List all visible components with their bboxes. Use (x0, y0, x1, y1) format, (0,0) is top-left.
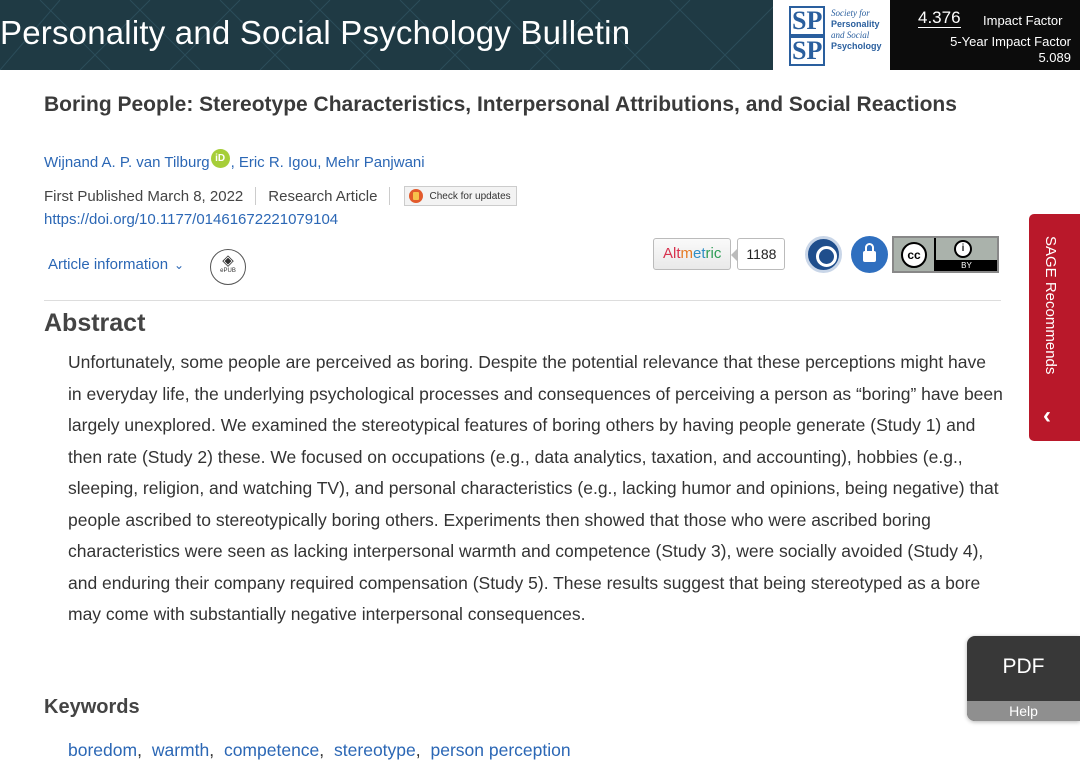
impact-factor-value[interactable]: 4.376 (918, 8, 961, 27)
spsp-logo[interactable] (773, 0, 890, 70)
pdf-button[interactable]: PDF (1002, 655, 1045, 678)
choice-badge-icon[interactable] (805, 236, 842, 273)
keyword-link[interactable]: person perception (430, 740, 571, 760)
keyword-link[interactable]: stereotype (334, 740, 416, 760)
altmetric-badge[interactable] (653, 238, 785, 270)
attribution-icon: i (954, 240, 972, 258)
pdf-widget (967, 636, 1080, 721)
abstract-text: Unfortunately, some people are perceived as boring. Despite the potential relevance that these perceptions might have in everyday life, the underlying psychological processes and consequences of perceiving a person as “boring” have been largely unexplored. We examined the stereotypical features of boring others by having people generate (Study 1) and then rate (Study 2) these. We focused on occupations (e.g., data analytics, taxation, and accounting), hobbies (e.g., sleeping, religion, and watching TV), and personal characteristics (e.g., lacking humor and opinions, being negative) that people ascribed to stereotypically boring others. Experiments then showed that those who were ascribed boring characteristics were seen as lacking interpersonal warmth and competence (Study 3), were socially avoided (Study 4), and enduring their company required compensation (Study 5). These results suggest that being stereotyped as a bore may come with substantially negative interpersonal consequences. (68, 352, 1003, 624)
open-access-icon[interactable] (851, 236, 888, 273)
impact-factor-box (890, 0, 1080, 70)
check-for-updates-button[interactable] (404, 186, 516, 206)
article-information-label: Article information (48, 256, 169, 273)
five-year-impact-factor-label: 5-Year Impact Factor (950, 34, 1071, 49)
check-for-updates-label: Check for updates (429, 190, 511, 202)
epub-icon: ◈ (222, 252, 234, 269)
keyword-link[interactable]: warmth (151, 740, 210, 760)
article-information-toggle[interactable] (48, 256, 184, 273)
divider (255, 187, 256, 205)
sage-recommends-tab[interactable] (1029, 214, 1080, 441)
section-divider (44, 300, 1001, 301)
keyword-list: boredom, warmth, competence, stereotype, person perception (68, 740, 571, 760)
author-list: Wijnand A. P. van Tilburg iD , Eric R. Igou , Mehr Panjwani (44, 154, 425, 171)
article-meta (44, 186, 517, 206)
abstract-heading: Abstract (44, 309, 146, 337)
logo-letters-top: SP (789, 6, 825, 36)
logo-text: Society for Personality and Social Psychology (831, 8, 882, 51)
altmetric-score: 1188 (737, 238, 785, 270)
keyword-link[interactable]: boredom (68, 740, 138, 760)
cc-icon: cc (901, 242, 927, 268)
article-type: Research Article (268, 187, 378, 205)
first-published: First Published March 8, 2022 (44, 187, 244, 205)
help-button[interactable]: Help (967, 701, 1080, 721)
logo-letters-bottom: SP (789, 36, 825, 66)
altmetric-label: Altmetric (653, 238, 731, 270)
impact-factor-label: Impact Factor (983, 13, 1063, 28)
sage-recommends-label: SAGE Recommends (1042, 236, 1059, 375)
chevron-left-icon: ‹ (1043, 402, 1051, 429)
crossmark-icon (409, 189, 423, 203)
five-year-impact-factor-value: 5.089 (1038, 50, 1071, 65)
author-link[interactable]: Mehr Panjwani (325, 154, 425, 171)
doi-link[interactable]: https://doi.org/10.1177/01461672221079104 (44, 211, 339, 228)
keyword-link[interactable]: competence (223, 740, 320, 760)
creative-commons-license-icon[interactable] (892, 236, 999, 273)
orcid-icon[interactable]: iD (211, 149, 230, 168)
epub-button[interactable] (210, 249, 246, 285)
article-title: Boring People: Stereotype Characteristics, Interpersonal Attributions, and Social Reactions (44, 93, 957, 116)
author-link[interactable]: Eric R. Igou (238, 154, 318, 171)
author-link[interactable]: Wijnand A. P. van Tilburg (44, 154, 210, 171)
divider (389, 187, 390, 205)
keywords-heading: Keywords (44, 696, 140, 718)
epub-label: ePUB (220, 268, 236, 274)
journal-title[interactable]: Personality and Social Psychology Bulletin (0, 14, 631, 51)
cc-by-label: BY (936, 260, 997, 271)
chevron-down-icon: ⌄ (174, 257, 185, 272)
